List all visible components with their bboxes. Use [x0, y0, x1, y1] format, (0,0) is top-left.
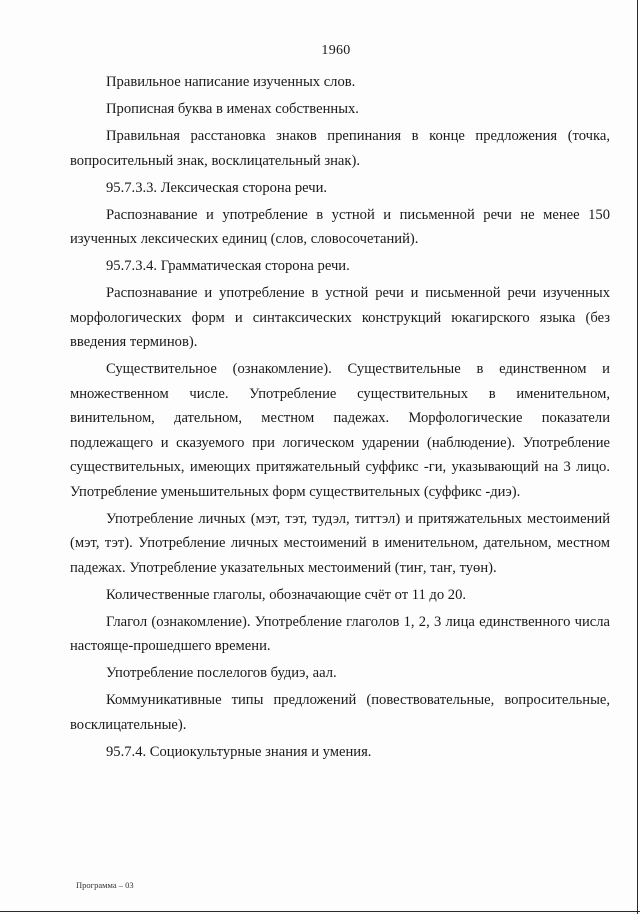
paragraph: Коммуникативные типы предложений (повествовательные, вопросительные, восклицательные). [70, 692, 610, 733]
paragraph: Распознавание и употребление в устной и письменной речи не менее 150 изученных лексических единиц (слов, словосочетаний). [70, 206, 610, 247]
page-edge-bottom [0, 911, 640, 912]
page-number: 1960 [321, 43, 351, 58]
paragraph: Употребление личных (мэт, тэт, тудэл, титтэл) и притяжательных местоимений (мэт, тэт). Употребление личных местоимений в именительном, дательном, местном падежах. Употребление указательных местоимений (тиҥ, таҥ, туөн). [70, 510, 610, 576]
paragraph: Правильная расстановка знаков препинания в конце предложения (точка, вопросительный знак, восклицательный знак). [70, 128, 610, 169]
paragraph: Количественные глаголы, обозначающие счёт от 11 до 20. [106, 586, 467, 603]
section-heading: 95.7.4. Социокультурные знания и умения. [106, 743, 372, 760]
paragraph: Употребление послелогов будиэ, аал. [106, 665, 337, 681]
paragraph: Прописная буква в именах собственных. [106, 101, 359, 117]
paragraph: Распознавание и употребление в устной речи и письменной речи изученных морфологических форм и синтаксических конструкций юкагирского языка (без введения терминов). [70, 285, 610, 350]
page-footer: Программа – 03 [76, 880, 134, 890]
section-heading: 95.7.3.4. Грамматическая сторона речи. [106, 258, 350, 274]
section-heading: 95.7.3.3. Лексическая сторона речи. [106, 179, 328, 196]
paragraph: Правильное написание изученных слов. [106, 74, 356, 90]
paragraph: Глагол (ознакомление). Употребление глаголов 1, 2, 3 лица единственного числа настояще-прошедшего времени. [70, 613, 610, 654]
paragraph: Существительное (ознакомление). Существительные в единственном и множественном числе. Употребление существительных в именительном, винительном, дательном, местном падежах. Морфологические показатели подлежащего и сказуемого при логическом ударении (наблюдение). Употребление существительных, имеющих притяжательный суффикс -ги, указывающий на 3 лицо. Употребление уменьшительных форм существительных (суффикс -диэ). [70, 361, 610, 500]
page-edge-right [637, 0, 638, 914]
document-body [70, 70, 610, 764]
